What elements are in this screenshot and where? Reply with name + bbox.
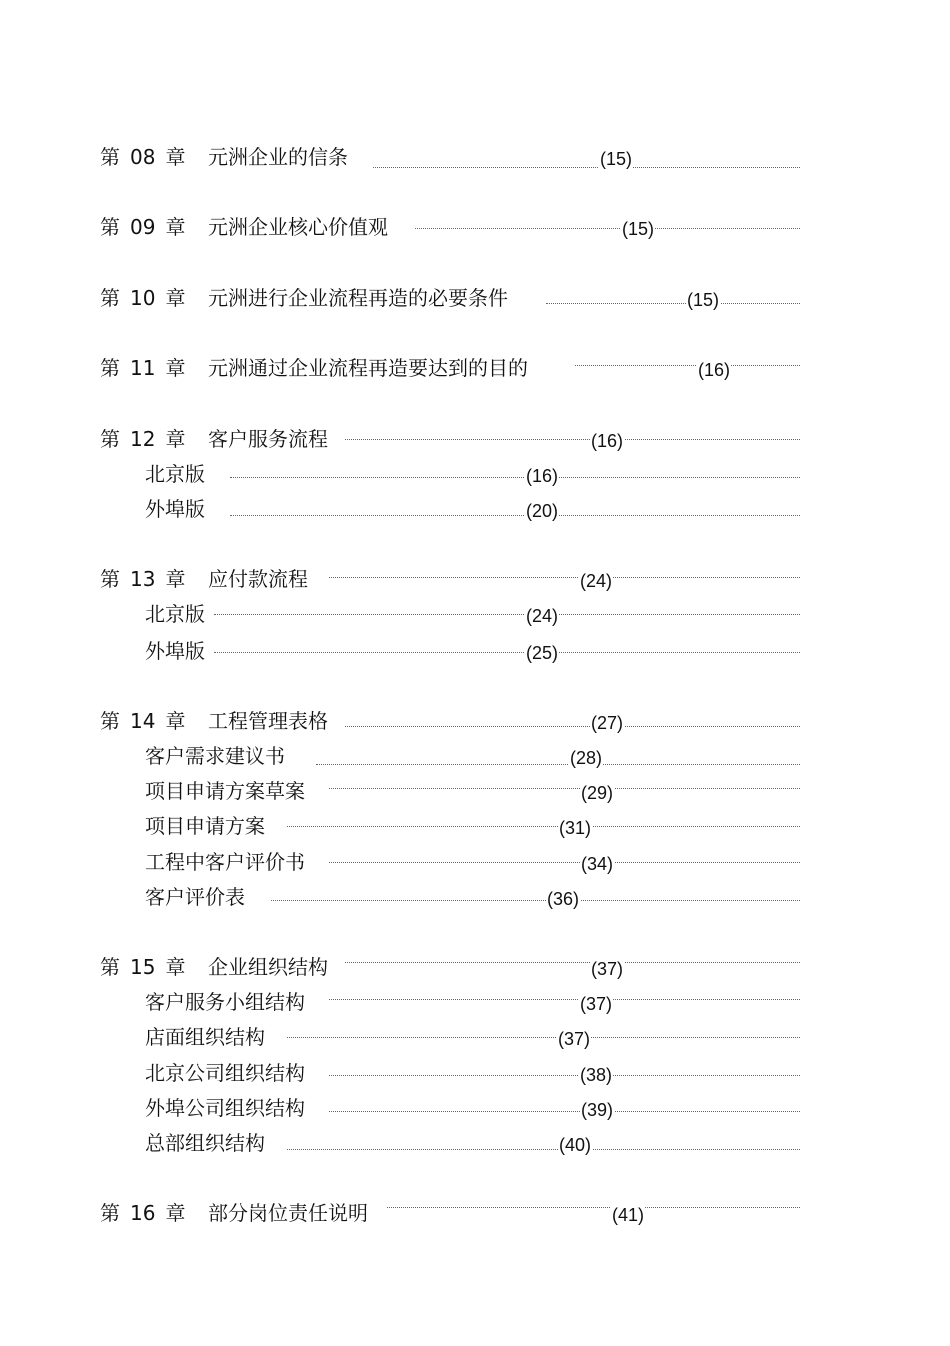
dot-leader	[387, 1207, 800, 1208]
dot-leader	[329, 788, 800, 789]
toc-entry-ch08[interactable]	[0, 144, 950, 178]
page-number: (16)	[698, 360, 731, 380]
chapter-number: 第 08 章	[100, 145, 186, 169]
page-number: (38)	[580, 1065, 613, 1085]
dot-leader	[329, 1111, 800, 1112]
toc-subentry[interactable]	[0, 601, 950, 635]
dot-leader	[373, 167, 800, 168]
section-title: 客户需求建议书	[145, 744, 285, 768]
section-title: 北京版	[145, 462, 205, 486]
section-title: 外埠版	[145, 497, 205, 521]
page-number: (37)	[558, 1029, 591, 1049]
toc-subentry[interactable]	[0, 813, 950, 847]
chapter-number: 第 16 章	[100, 1201, 186, 1225]
page-number: (27)	[591, 713, 624, 733]
toc-label	[100, 708, 328, 734]
chapter-title: 元洲通过企业流程再造要达到的目的	[208, 356, 528, 380]
page-number: (15)	[622, 219, 655, 239]
chapter-title: 客户服务流程	[208, 427, 328, 451]
dot-leader	[230, 477, 800, 478]
dot-leader	[329, 999, 800, 1000]
toc-entry-ch13[interactable]	[0, 566, 950, 600]
toc-entry-ch09[interactable]	[0, 214, 950, 248]
toc-label	[100, 355, 528, 381]
chapter-number: 第 15 章	[100, 955, 186, 979]
toc-subentry[interactable]	[0, 1095, 950, 1129]
section-title: 项目申请方案草案	[145, 779, 305, 803]
toc-subentry[interactable]	[0, 1060, 950, 1094]
toc-entry-ch14[interactable]	[0, 708, 950, 742]
page-number: (16)	[591, 431, 624, 451]
dot-leader	[214, 652, 800, 653]
page-number: (39)	[581, 1100, 614, 1120]
dot-leader	[329, 862, 800, 863]
dot-leader	[214, 614, 800, 615]
toc-subentry[interactable]	[0, 638, 950, 672]
page-number: (24)	[580, 571, 613, 591]
toc-entry-ch16[interactable]	[0, 1200, 950, 1234]
dot-leader	[271, 900, 800, 901]
section-title: 外埠版	[145, 639, 205, 663]
toc-entry-ch10[interactable]	[0, 285, 950, 319]
toc-subentry[interactable]	[0, 1024, 950, 1058]
page-number: (28)	[570, 748, 603, 768]
section-title: 北京版	[145, 602, 205, 626]
page-number: (34)	[581, 854, 614, 874]
section-title: 店面组织结构	[145, 1025, 265, 1049]
toc-subentry[interactable]	[0, 496, 950, 530]
chapter-title: 工程管理表格	[208, 709, 328, 733]
page-number: (15)	[687, 290, 720, 310]
toc-label	[100, 214, 388, 240]
page-number: (25)	[526, 643, 559, 663]
toc-label	[100, 566, 308, 592]
dot-leader	[316, 764, 800, 765]
dot-leader	[345, 962, 800, 963]
chapter-number: 第 09 章	[100, 215, 186, 239]
toc-entry-ch12[interactable]	[0, 426, 950, 460]
toc-label	[100, 954, 328, 980]
dot-leader	[329, 577, 800, 578]
page-number: (37)	[591, 959, 624, 979]
page-number: (16)	[526, 466, 559, 486]
toc-label	[100, 426, 328, 452]
chapter-title: 元洲进行企业流程再造的必要条件	[208, 286, 508, 310]
toc-subentry[interactable]	[0, 884, 950, 918]
page-number: (36)	[547, 889, 580, 909]
section-title: 外埠公司组织结构	[145, 1096, 305, 1120]
toc-subentry[interactable]	[0, 743, 950, 777]
page-number: (41)	[612, 1205, 645, 1225]
toc-subentry[interactable]	[0, 849, 950, 883]
page-number: (31)	[559, 818, 592, 838]
chapter-title: 部分岗位责任说明	[208, 1201, 368, 1225]
chapter-title: 企业组织结构	[208, 955, 328, 979]
dot-leader	[575, 365, 800, 366]
page-number: (24)	[526, 606, 559, 626]
dot-leader	[287, 826, 800, 827]
dot-leader	[345, 726, 800, 727]
section-title: 总部组织结构	[145, 1131, 265, 1155]
chapter-title: 元洲企业核心价值观	[208, 215, 388, 239]
dot-leader	[230, 515, 800, 516]
chapter-number: 第 11 章	[100, 356, 186, 380]
toc-subentry[interactable]	[0, 989, 950, 1023]
section-title: 北京公司组织结构	[145, 1061, 305, 1085]
section-title: 项目申请方案	[145, 814, 265, 838]
chapter-number: 第 10 章	[100, 286, 186, 310]
toc-label	[100, 144, 348, 170]
page-number: (37)	[580, 994, 613, 1014]
chapter-title: 元洲企业的信条	[208, 145, 348, 169]
chapter-number: 第 14 章	[100, 709, 186, 733]
toc-entry-ch11[interactable]	[0, 355, 950, 389]
toc-subentry[interactable]	[0, 778, 950, 812]
page-number: (15)	[600, 149, 633, 169]
chapter-number: 第 13 章	[100, 567, 186, 591]
page-number: (20)	[526, 501, 559, 521]
toc-label	[100, 285, 508, 311]
page-number: (40)	[559, 1135, 592, 1155]
dot-leader	[345, 439, 800, 440]
section-title: 客户评价表	[145, 885, 245, 909]
toc-entry-ch15[interactable]	[0, 954, 950, 988]
dot-leader	[287, 1149, 800, 1150]
chapter-title: 应付款流程	[208, 567, 308, 591]
toc-subentry[interactable]	[0, 461, 950, 495]
chapter-number: 第 12 章	[100, 427, 186, 451]
toc-subentry[interactable]	[0, 1130, 950, 1164]
toc-label	[100, 1200, 368, 1226]
dot-leader	[415, 228, 800, 229]
section-title: 工程中客户评价书	[145, 850, 305, 874]
page-number: (29)	[581, 783, 614, 803]
dot-leader	[329, 1075, 800, 1076]
dot-leader	[546, 303, 800, 304]
dot-leader	[287, 1037, 800, 1038]
section-title: 客户服务小组结构	[145, 990, 305, 1014]
